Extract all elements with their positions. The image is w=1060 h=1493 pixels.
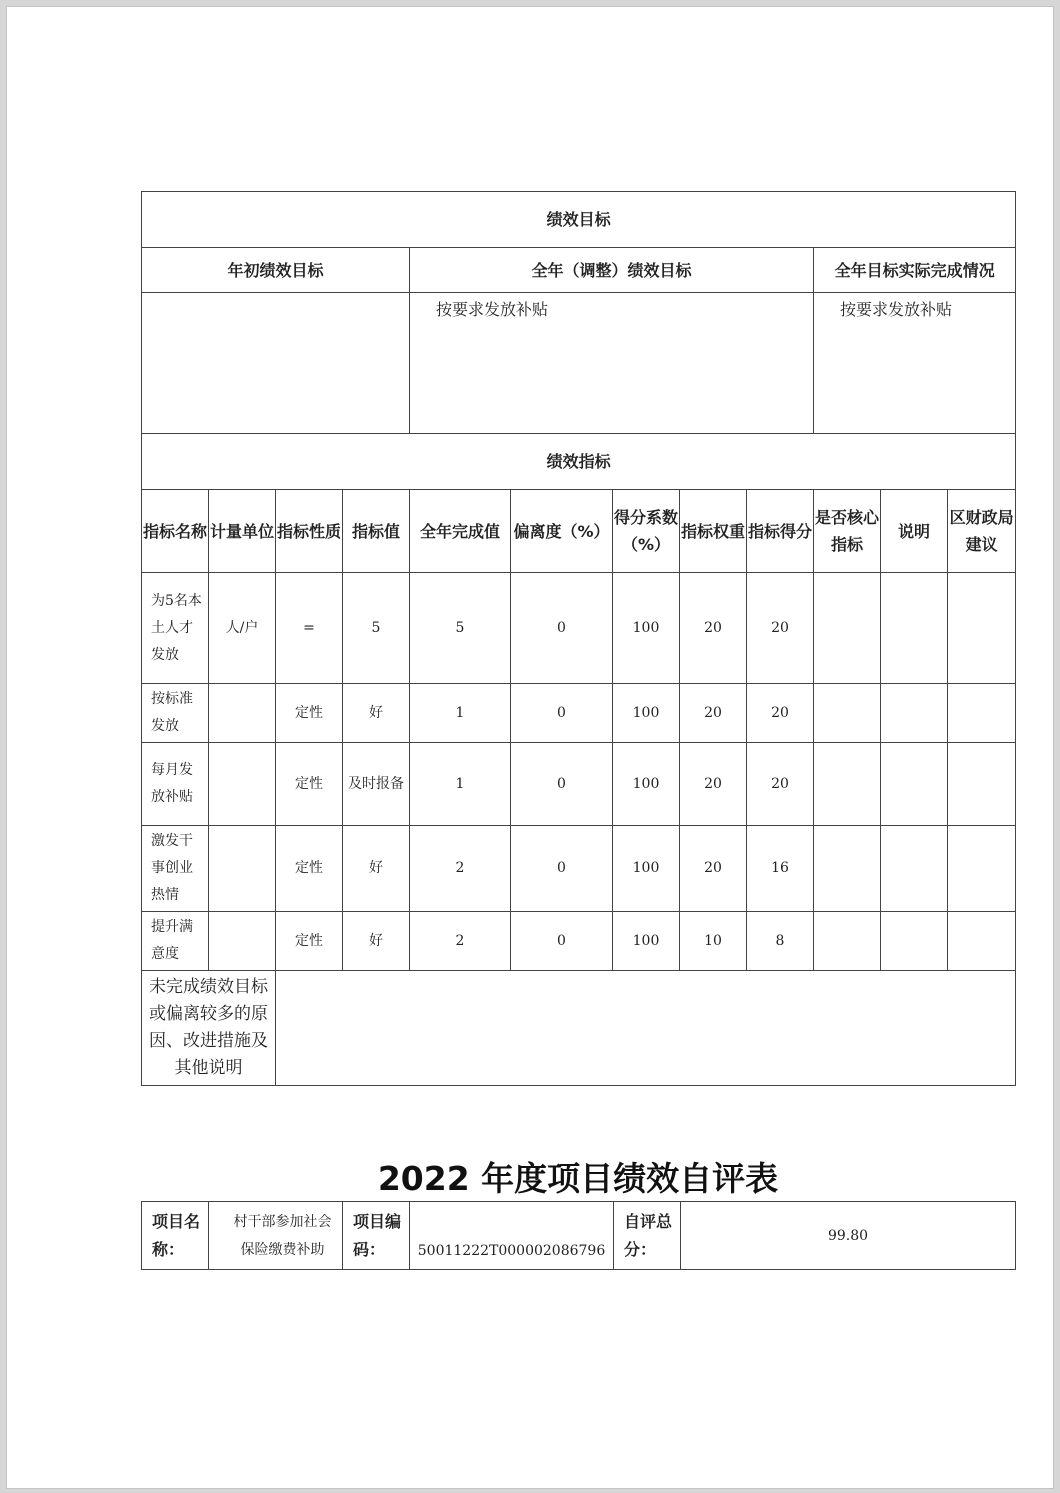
indicator-coef: 100	[613, 684, 680, 743]
indicator-core	[814, 912, 881, 971]
project-name-value: 村干部参加社会保险缴费补助	[209, 1202, 343, 1270]
indicator-target: 好	[343, 826, 410, 912]
indicator-coef: 100	[613, 573, 680, 684]
project-code-value: 50011222T000002086796	[410, 1202, 614, 1270]
indicator-score: 20	[747, 743, 814, 826]
goals-title: 绩效目标	[142, 192, 1016, 248]
performance-table	[141, 191, 1016, 1086]
table-row	[142, 573, 1016, 684]
indicator-name: 按标准发放	[142, 684, 209, 743]
indicator-actual: 1	[410, 743, 511, 826]
indicator-header-row	[142, 490, 1016, 573]
indicator-weight: 20	[680, 573, 747, 684]
project-code-label: 项目编码：	[343, 1202, 410, 1270]
indicator-weight: 20	[680, 826, 747, 912]
indicator-name: 每月发放补贴	[142, 743, 209, 826]
col-initial-goal: 年初绩效目标	[142, 248, 410, 293]
indicator-core	[814, 573, 881, 684]
indicator-note	[881, 912, 948, 971]
indicator-actual: 2	[410, 912, 511, 971]
header-nature: 指标性质	[276, 490, 343, 573]
total-score-label: 自评总分：	[614, 1202, 681, 1270]
indicator-weight: 20	[680, 743, 747, 826]
remark-text	[276, 971, 1016, 1086]
header-indicator-name: 指标名称	[142, 490, 209, 573]
indicator-unit	[209, 743, 276, 826]
form-title: 2022 年度项目绩效自评表	[377, 1159, 779, 1198]
header-score: 指标得分	[747, 490, 814, 573]
indicator-score: 16	[747, 826, 814, 912]
indicator-nature: 定性	[276, 826, 343, 912]
indicator-nature: 定性	[276, 743, 343, 826]
header-target-value: 指标值	[343, 490, 410, 573]
header-unit: 计量单位	[209, 490, 276, 573]
col-adjusted-goal: 全年（调整）绩效目标	[410, 248, 814, 293]
indicator-coef: 100	[613, 826, 680, 912]
indicator-coef: 100	[613, 912, 680, 971]
indicator-actual: 1	[410, 684, 511, 743]
indicator-actual: 5	[410, 573, 511, 684]
indicator-nature: 定性	[276, 684, 343, 743]
indicator-unit	[209, 826, 276, 912]
indicator-target: 好	[343, 684, 410, 743]
remark-row	[142, 971, 1016, 1086]
indicator-score: 20	[747, 573, 814, 684]
indicator-weight: 10	[680, 912, 747, 971]
table-row	[142, 826, 1016, 912]
indicator-advice	[948, 743, 1016, 826]
indicator-unit: 人/户	[209, 573, 276, 684]
header-score-coef: 得分系数（%）	[613, 490, 680, 573]
indicator-advice	[948, 826, 1016, 912]
indicator-name: 为5名本土人才发放	[142, 573, 209, 684]
header-actual-value: 全年完成值	[410, 490, 511, 573]
indicator-note	[881, 684, 948, 743]
indicator-advice	[948, 912, 1016, 971]
project-name-label: 项目名称：	[142, 1202, 209, 1270]
indicator-score: 8	[747, 912, 814, 971]
header-advice: 区财政局建议	[948, 490, 1016, 573]
indicator-score: 20	[747, 684, 814, 743]
table-row	[142, 684, 1016, 743]
header-weight: 指标权重	[680, 490, 747, 573]
indicator-target: 及时报备	[343, 743, 410, 826]
actual-completion-text: 按要求发放补贴	[814, 293, 1016, 434]
total-score-value: 99.80	[681, 1202, 1016, 1270]
indicators-title: 绩效指标	[142, 434, 1016, 490]
indicator-advice	[948, 573, 1016, 684]
header-note: 说明	[881, 490, 948, 573]
initial-goal-text	[142, 293, 410, 434]
adjusted-goal-text: 按要求发放补贴	[410, 293, 814, 434]
indicator-core	[814, 684, 881, 743]
indicator-core	[814, 743, 881, 826]
indicator-note	[881, 573, 948, 684]
indicator-deviation: 0	[511, 743, 613, 826]
indicator-note	[881, 826, 948, 912]
indicator-deviation: 0	[511, 573, 613, 684]
project-info-table	[141, 1201, 1016, 1270]
indicator-core	[814, 826, 881, 912]
table-row	[142, 912, 1016, 971]
indicator-name: 提升满意度	[142, 912, 209, 971]
header-deviation: 偏离度（%）	[511, 490, 613, 573]
indicator-nature: =	[276, 573, 343, 684]
indicator-coef: 100	[613, 743, 680, 826]
indicator-actual: 2	[410, 826, 511, 912]
indicator-target: 5	[343, 573, 410, 684]
indicator-unit	[209, 912, 276, 971]
indicator-target: 好	[343, 912, 410, 971]
remark-label: 未完成绩效目标或偏离较多的原因、改进措施及其他说明	[142, 971, 276, 1086]
indicator-deviation: 0	[511, 684, 613, 743]
indicator-weight: 20	[680, 684, 747, 743]
document-page	[6, 6, 1054, 1489]
indicator-note	[881, 743, 948, 826]
indicator-deviation: 0	[511, 912, 613, 971]
col-actual-completion: 全年目标实际完成情况	[814, 248, 1016, 293]
table-row	[142, 743, 1016, 826]
indicator-deviation: 0	[511, 826, 613, 912]
header-core: 是否核心指标	[814, 490, 881, 573]
indicator-advice	[948, 684, 1016, 743]
indicator-unit	[209, 684, 276, 743]
indicator-name: 激发干事创业热情	[142, 826, 209, 912]
indicator-nature: 定性	[276, 912, 343, 971]
